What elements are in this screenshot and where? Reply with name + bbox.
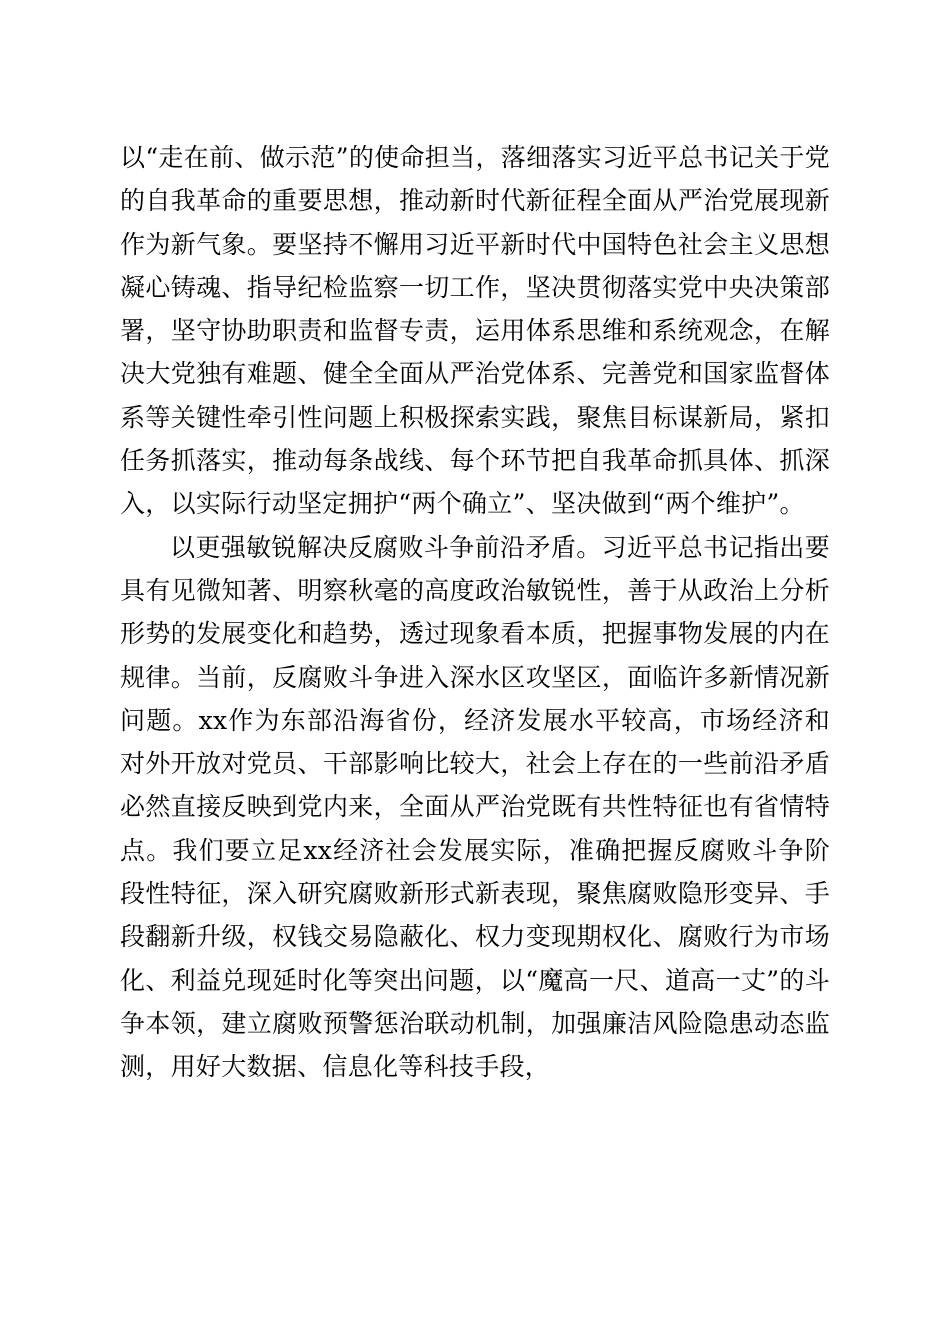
document-body xyxy=(120,136,830,1089)
paragraph-2: 以更强敏锐解决反腐败斗争前沿矛盾。习近平总书记指出要具有见微知著、明察秋毫的高度政治敏锐性，善于从政治上分析形势的发展变化和趋势，透过现象看本质，把握事物发展的内在规律。当前，反腐败斗争进入深水区攻坚区，面临许多新情况新问题。xx作为东部沿海省份，经济发展水平较高，市场经济和对外开放对党员、干部影响比较大，社会上存在的一些前沿矛盾必然直接反映到党内来，全面从严治党既有共性特征也有省情特点。我们要立足xx经济社会发展实际，准确把握反腐败斗争阶段性特征，深入研究腐败新形式新表现，聚焦腐败隐形变异、手段翻新升级，权钱交易隐蔽化、权力变现期权化、腐败行为市场化、利益兑现延时化等突出问题，以“魔高一尺、道高一丈”的斗争本领，建立腐败预警惩治联动机制，加强廉洁风险隐患动态监测，用好大数据、信息化等科技手段， xyxy=(120,532,830,1082)
paragraph-1: 以“走在前、做示范”的使命担当，落细落实习近平总书记关于党的自我革命的重要思想，推动新时代新征程全面从严治党展现新作为新气象。要坚持不懈用习近平新时代中国特色社会主义思想凝心铸魂、指导纪检监察一切工作，坚决贯彻落实党中央决策部署，坚守协助职责和监督专责，运用体系思维和系统观念，在解决大党独有难题、健全全面从严治党体系、完善党和国家监督体系等关键性牵引性问题上积极探索实践，聚焦目标谋新局，紧扣任务抓落实，推动每条战线、每个环节把自我革命抓具体、抓深入，以实际行动坚定拥护“两个确立”、坚决做到“两个维护”。 xyxy=(120,143,830,519)
